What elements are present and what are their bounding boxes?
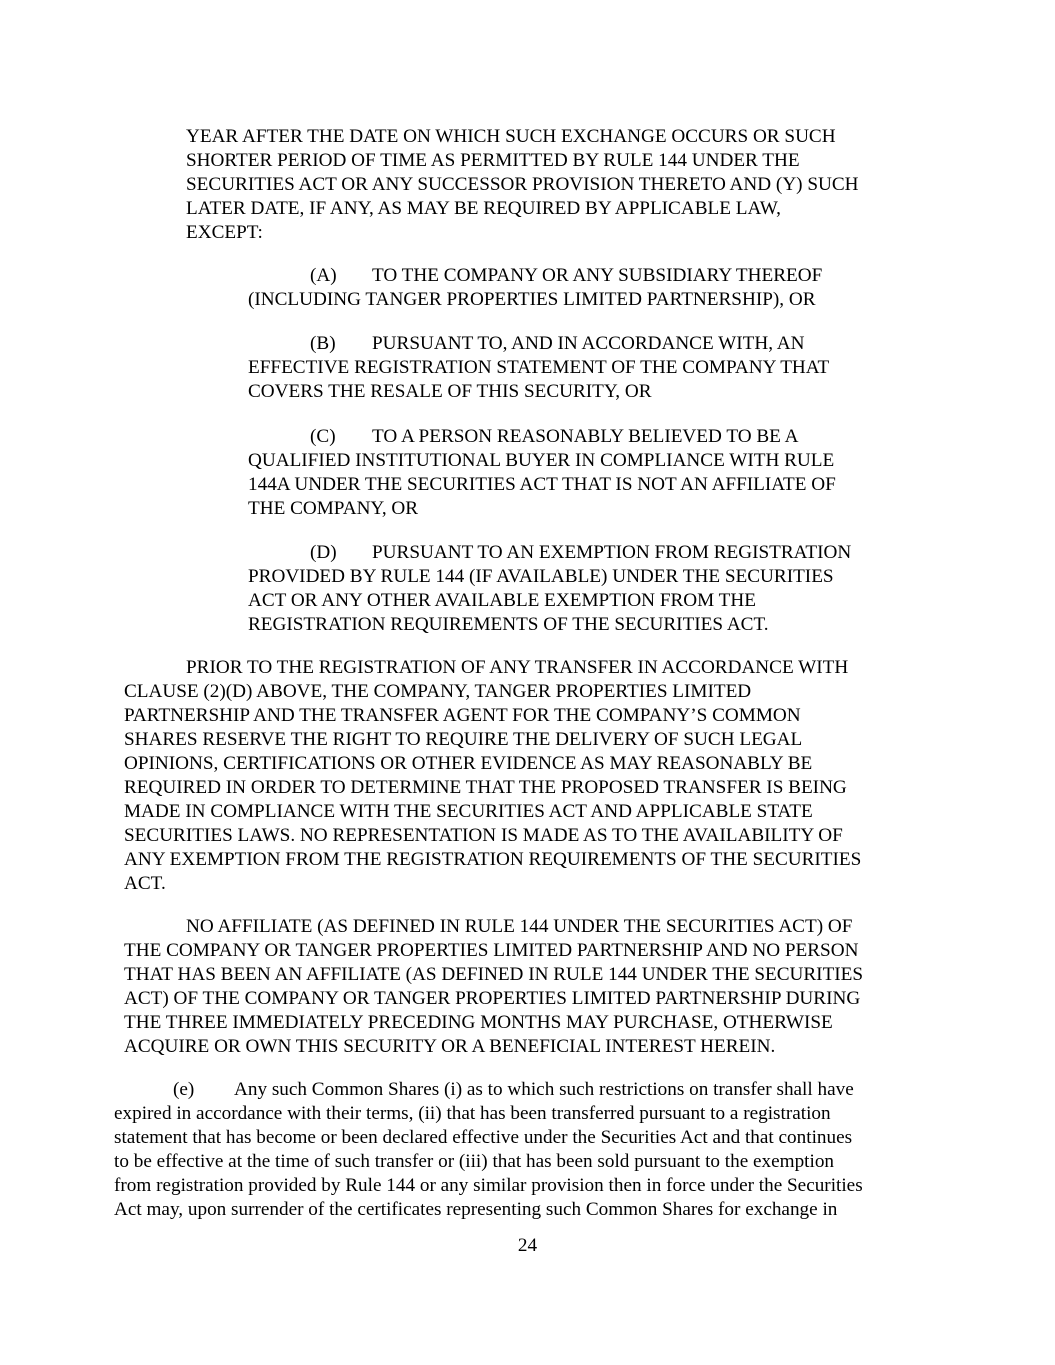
exception-text: PURSUANT TO, AND IN ACCORDANCE WITH, AN [372,333,805,354]
paragraph-line: ACT. [124,873,166,894]
section-e [114,1078,863,1222]
paragraph-line: MADE IN COMPLIANCE WITH THE SECURITIES ACT AND APPLICABLE STATE [124,801,813,822]
section-label: (e) [173,1079,195,1100]
exception-line: QUALIFIED INSTITUTIONAL BUYER IN COMPLIANCE WITH RULE [248,450,835,471]
exception-text: TO A PERSON REASONABLY BELIEVED TO BE A [372,426,799,447]
exception-label: (B) [310,333,336,354]
exception-line: ACT OR ANY OTHER AVAILABLE EXEMPTION FROM THE [248,590,756,611]
exception-label: (C) [310,426,336,447]
paragraph-line: THE COMPANY OR TANGER PROPERTIES LIMITED PARTNERSHIP AND NO PERSON [124,940,859,961]
paragraph-line: SECURITIES LAWS. NO REPRESENTATION IS MADE AS TO THE AVAILABILITY OF [124,825,843,846]
paragraph-line: NO AFFILIATE (AS DEFINED IN RULE 144 UNDER THE SECURITIES ACT) OF [186,916,853,937]
legend-intro-line: YEAR AFTER THE DATE ON WHICH SUCH EXCHANGE OCCURS OR SUCH [186,126,836,147]
paragraph-line: THE THREE IMMEDIATELY PRECEDING MONTHS MAY PURCHASE, OTHERWISE [124,1012,833,1033]
paragraph-line: ACQUIRE OR OWN THIS SECURITY OR A BENEFICIAL INTEREST HEREIN. [124,1036,776,1057]
legend-intro-line: SHORTER PERIOD OF TIME AS PERMITTED BY RULE 144 UNDER THE [186,150,800,171]
legend-intro-line: EXCEPT: [186,222,263,243]
section-line: expired in accordance with their terms, (ii) that has been transferred pursuant to a registration [114,1103,831,1124]
exception-line: (INCLUDING TANGER PROPERTIES LIMITED PARTNERSHIP), OR [248,289,816,310]
paragraph-line: CLAUSE (2)(D) ABOVE, THE COMPANY, TANGER PROPERTIES LIMITED [124,681,752,702]
section-line: Act may, upon surrender of the certificates representing such Common Shares for exchange in [114,1199,838,1220]
section-text: Any such Common Shares (i) as to which such restrictions on transfer shall have [234,1079,854,1100]
affiliate-paragraph [124,915,863,1059]
exception-d [248,541,851,637]
section-line: statement that has become or been declared effective under the Securities Act and that continues [114,1127,853,1148]
paragraph-line: SHARES RESERVE THE RIGHT TO REQUIRE THE DELIVERY OF SUCH LEGAL [124,729,803,750]
exception-line: COVERS THE RESALE OF THIS SECURITY, OR [248,381,652,402]
paragraph-line: ANY EXEMPTION FROM THE REGISTRATION REQUIREMENTS OF THE SECURITIES [124,849,862,870]
page-number: 24 [517,1235,538,1256]
legend-intro [186,125,859,245]
exception-line: REGISTRATION REQUIREMENTS OF THE SECURITIES ACT. [248,614,769,635]
exception-line: EFFECTIVE REGISTRATION STATEMENT OF THE COMPANY THAT [248,357,830,378]
paragraph-line: OPINIONS, CERTIFICATIONS OR OTHER EVIDENCE AS MAY REASONABLY BE [124,753,813,774]
exception-c [248,425,836,521]
exception-text: TO THE COMPANY OR ANY SUBSIDIARY THEREOF [372,265,823,286]
exception-b [248,332,829,404]
exception-text: PURSUANT TO AN EXEMPTION FROM REGISTRATION [372,542,852,563]
legend-intro-line: SECURITIES ACT OR ANY SUCCESSOR PROVISION THERETO AND (Y) SUCH [186,174,859,195]
paragraph-line: REQUIRED IN ORDER TO DETERMINE THAT THE PROPOSED TRANSFER IS BEING [124,777,847,798]
prior-registration-paragraph [124,656,861,896]
exception-line: PROVIDED BY RULE 144 (IF AVAILABLE) UNDER THE SECURITIES [248,566,834,587]
section-line: from registration provided by Rule 144 or any similar provision then in force under the Securities [114,1175,863,1196]
paragraph-line: PRIOR TO THE REGISTRATION OF ANY TRANSFER IN ACCORDANCE WITH [186,657,849,678]
exception-label: (A) [310,265,337,286]
exception-line: THE COMPANY, OR [248,498,419,519]
exception-a [248,264,822,312]
paragraph-line: PARTNERSHIP AND THE TRANSFER AGENT FOR THE COMPANY’S COMMON [124,705,801,726]
exception-line: 144A UNDER THE SECURITIES ACT THAT IS NOT AN AFFILIATE OF [248,474,836,495]
section-line: to be effective at the time of such transfer or (iii) that has been sold pursuant to the exemption [114,1151,835,1172]
paragraph-line: ACT) OF THE COMPANY OR TANGER PROPERTIES LIMITED PARTNERSHIP DURING [124,988,861,1009]
exception-label: (D) [310,542,337,563]
paragraph-line: THAT HAS BEEN AN AFFILIATE (AS DEFINED IN RULE 144 UNDER THE SECURITIES [124,964,864,985]
legend-intro-line: LATER DATE, IF ANY, AS MAY BE REQUIRED BY APPLICABLE LAW, [186,198,781,219]
